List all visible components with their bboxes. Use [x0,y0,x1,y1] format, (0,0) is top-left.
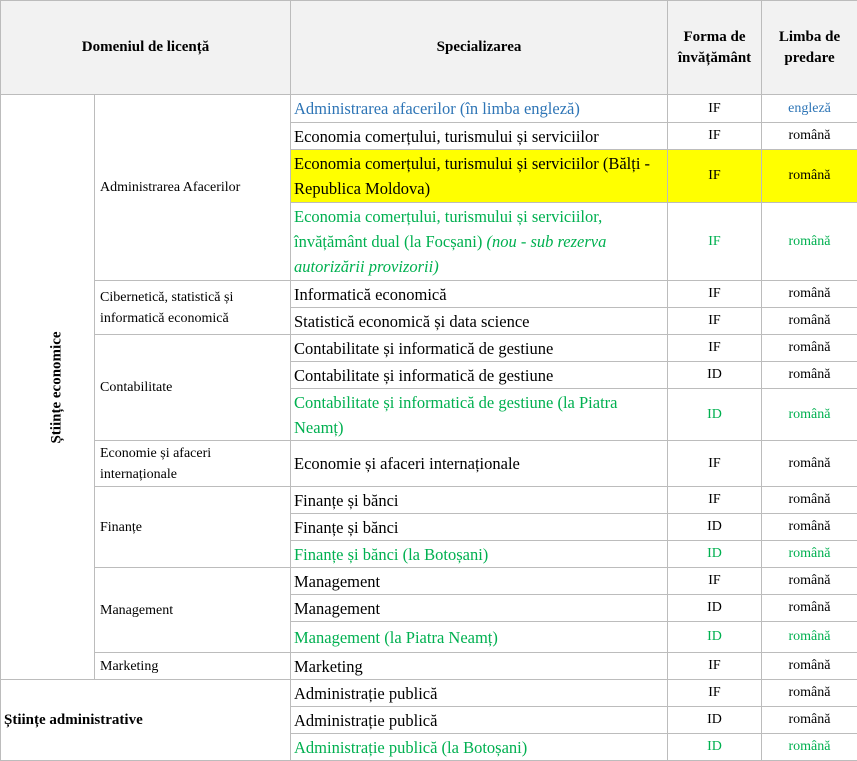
language-cell: română [762,308,857,335]
language-cell: română [762,595,857,622]
form-cell: IF [668,335,762,362]
subdomain-cibernetica: Cibernetică, statistică și informatică economică [95,281,291,335]
language-cell: engleză [762,95,857,123]
spec-cell: Economie și afaceri internaționale [291,441,668,487]
language-cell: română [762,389,857,441]
spec-note: (nou - sub rezerva autorizării provizorii) [294,232,606,276]
header-form: Forma de învățământ [668,1,762,95]
form-cell: ID [668,514,762,541]
language-cell: română [762,734,857,761]
language-cell: română [762,281,857,308]
domain-economic [1,95,95,680]
spec-cell: Contabilitate și informatică de gestiune [291,362,668,389]
form-cell: IF [668,653,762,680]
spec-cell [291,203,668,281]
form-cell: IF [668,95,762,123]
table-row [1,680,857,707]
spec-cell: Finanțe și bănci [291,487,668,514]
spec-cell: Finanțe și bănci (la Botoșani) [291,541,668,568]
table-row [1,335,857,362]
form-cell: ID [668,622,762,653]
form-cell: IF [668,568,762,595]
spec-cell: Management [291,568,668,595]
form-cell: ID [668,541,762,568]
form-cell: IF [668,281,762,308]
form-cell: IF [668,123,762,150]
form-cell: ID [668,362,762,389]
spec-cell: Administrație publică [291,680,668,707]
language-cell: română [762,541,857,568]
language-cell: română [762,441,857,487]
subdomain-management: Management [95,568,291,653]
form-cell: ID [668,595,762,622]
domain-administrative: Științe administrative [1,680,291,761]
form-cell: ID [668,734,762,761]
form-cell: IF [668,203,762,281]
subdomain-economie: Economie și afaceri internaționale [95,441,291,487]
language-cell: română [762,123,857,150]
header-language: Limba de predare [762,1,857,95]
spec-cell: Administrarea afacerilor (în limba engleză) [291,95,668,123]
language-cell: română [762,203,857,281]
subdomain-marketing: Marketing [95,653,291,680]
form-cell: ID [668,389,762,441]
subdomain-contabilitate: Contabilitate [95,335,291,441]
language-cell: română [762,150,857,203]
form-cell: IF [668,150,762,203]
spec-cell: Informatică economică [291,281,668,308]
language-cell: română [762,514,857,541]
table-row [1,487,857,514]
spec-cell: Administrație publică (la Botoșani) [291,734,668,761]
form-cell: IF [668,441,762,487]
domain-economic-label: Științe economice [49,331,66,443]
language-cell: română [762,680,857,707]
form-cell: IF [668,680,762,707]
spec-cell: Contabilitate și informatică de gestiune [291,335,668,362]
form-cell: ID [668,707,762,734]
language-cell: română [762,362,857,389]
subdomain-finante: Finanțe [95,487,291,568]
spec-cell: Management [291,595,668,622]
spec-cell: Economia comerțului, turismului și serviciilor (Bălți - Republica Moldova) [291,150,668,203]
spec-cell: Economia comerțului, turismului și serviciilor [291,123,668,150]
header-domain: Domeniul de licență [1,1,291,95]
spec-cell: Statistică economică și data science [291,308,668,335]
language-cell: română [762,622,857,653]
table-row [1,653,857,680]
language-cell: română [762,487,857,514]
language-cell: română [762,707,857,734]
spec-cell: Administrație publică [291,707,668,734]
spec-cell: Finanțe și bănci [291,514,668,541]
header-row [1,1,857,95]
spec-text: Economia comerțului, turismului și serviciilor, învățământ dual (la Focșani) [294,207,602,251]
table-row [1,568,857,595]
spec-cell: Contabilitate și informatică de gestiune (la Piatra Neamț) [291,389,668,441]
language-cell: română [762,653,857,680]
table-row [1,95,857,123]
table-row [1,281,857,308]
form-cell: IF [668,308,762,335]
subdomain-admin-afaceri: Administrarea Afacerilor [95,95,291,281]
language-cell: română [762,335,857,362]
table-row [1,441,857,487]
spec-cell: Marketing [291,653,668,680]
spec-cell: Management (la Piatra Neamț) [291,622,668,653]
header-specialization: Specializarea [291,1,668,95]
language-cell: română [762,568,857,595]
form-cell: IF [668,487,762,514]
